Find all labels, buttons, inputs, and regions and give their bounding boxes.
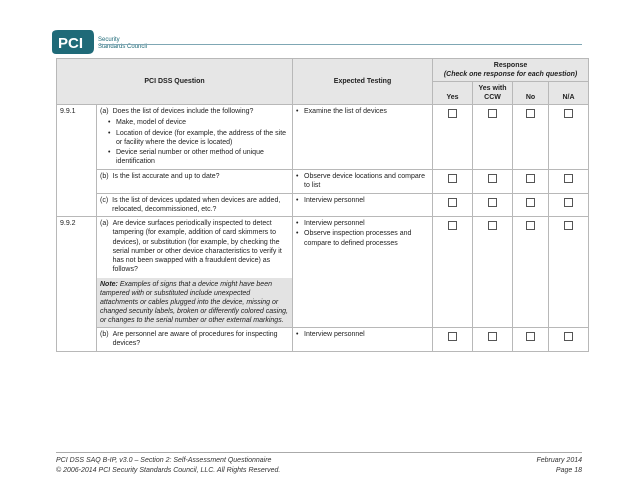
note-text: Examples of signs that a device might have been tampered with or substituted include unexpected attachments or cables plugged into the device, missing or changed security labels, broken or differently colored casing, or changes to the serial number or other external markings. (100, 280, 288, 325)
table-row (57, 169, 589, 193)
yes-ccw-header: Yes with CCW (473, 82, 513, 105)
pci-logo-text: PCI (58, 35, 84, 52)
no-checkbox[interactable] (526, 221, 535, 230)
testing-item: • Observe device locations and compare to list (296, 172, 429, 190)
question-cell (97, 105, 293, 170)
footer-page-number: Page 18 (555, 466, 582, 474)
yes-ccw-checkbox[interactable] (488, 198, 497, 207)
no-header: No (513, 82, 549, 105)
testing-cell (293, 105, 433, 170)
question-text: Are device surfaces periodically inspected to detect tampering (for example, addition of card skimmers to devices), or substitution (for example, by checking the serial number or other device characteristics to verify it has not been swapped with a fraudulent device) as follows? (112, 220, 282, 273)
footer-copyright: © 2006-2014 PCI Security Standards Council, LLC. All Rights Reserved. (56, 466, 281, 474)
question-header: PCI DSS Question (57, 59, 293, 105)
sub-letter: (c) (100, 197, 109, 205)
question-text: Is the list accurate and up to date? (112, 172, 220, 180)
yes-ccw-checkbox[interactable] (488, 221, 497, 230)
yes-checkbox[interactable] (448, 221, 457, 230)
testing-item: • Examine the list of devices (296, 107, 429, 116)
question-cell (97, 217, 293, 328)
table-row (57, 194, 589, 217)
requirement-ref: 9.9.1 (57, 105, 97, 217)
pci-logo-line1: Security (98, 37, 120, 43)
question-cell (97, 328, 293, 351)
response-subtitle: (Check one response for each question) (443, 71, 578, 79)
yes-checkbox[interactable] (448, 332, 457, 341)
response-header (433, 59, 589, 82)
note-label: Note: (100, 280, 118, 288)
question-text: Does the list of devices include the following? (112, 108, 254, 116)
question-text: Are personnel are aware of procedures for inspecting devices? (112, 331, 278, 348)
note-box (97, 278, 292, 327)
na-checkbox[interactable] (564, 221, 573, 230)
yes-checkbox[interactable] (448, 109, 457, 118)
header-rule (100, 44, 582, 45)
na-checkbox[interactable] (564, 174, 573, 183)
bullet-item: • Device serial number or other method of unique identification (108, 148, 289, 166)
page-footer (56, 456, 582, 476)
pci-logo-line2: Standards Council (98, 44, 148, 50)
testing-item: • Observe inspection processes and compare to defined processes (296, 229, 429, 247)
question-cell (97, 194, 293, 217)
question-text: Is the list of devices updated when devices are added, relocated, decommissioned, etc.? (112, 197, 281, 214)
sub-letter: (b) (100, 331, 109, 339)
yes-ccw-checkbox[interactable] (488, 109, 497, 118)
yes-ccw-checkbox[interactable] (488, 332, 497, 341)
sub-letter: (a) (100, 108, 109, 116)
saq-table (56, 58, 589, 352)
requirement-ref: 9.9.2 (57, 217, 97, 351)
no-checkbox[interactable] (526, 332, 535, 341)
no-checkbox[interactable] (526, 109, 535, 118)
testing-item: • Interview personnel (296, 196, 429, 205)
bullet-item: • Make, model of device (108, 118, 289, 127)
testing-header: Expected Testing (293, 59, 433, 105)
table-row (57, 217, 589, 328)
testing-cell (293, 194, 433, 217)
no-checkbox[interactable] (526, 198, 535, 207)
footer-doc-title: PCI DSS SAQ B-IP, v3.0 – Section 2: Self-Assessment Questionnaire (56, 457, 272, 464)
question-bullets (108, 118, 289, 165)
na-header: N/A (549, 82, 589, 105)
na-checkbox[interactable] (564, 109, 573, 118)
na-checkbox[interactable] (564, 198, 573, 207)
testing-item: • Interview personnel (296, 219, 429, 228)
question-cell (97, 169, 293, 193)
yes-ccw-checkbox[interactable] (488, 174, 497, 183)
testing-cell (293, 328, 433, 351)
footer-date: February 2014 (536, 457, 582, 464)
testing-item: • Interview personnel (296, 330, 429, 339)
sub-letter: (b) (100, 172, 109, 180)
testing-cell (293, 169, 433, 193)
no-checkbox[interactable] (526, 174, 535, 183)
table-row (57, 105, 589, 170)
pci-logo (50, 28, 178, 56)
bullet-item: • Location of device (for example, the address of the site or facility where the device is located) (108, 129, 289, 147)
yes-checkbox[interactable] (448, 174, 457, 183)
footer-rule (56, 452, 582, 453)
yes-header: Yes (433, 82, 473, 105)
table-row (57, 328, 589, 351)
yes-checkbox[interactable] (448, 198, 457, 207)
response-title: Response (493, 62, 528, 69)
sub-letter: (a) (100, 220, 109, 228)
na-checkbox[interactable] (564, 332, 573, 341)
testing-cell (293, 217, 433, 328)
